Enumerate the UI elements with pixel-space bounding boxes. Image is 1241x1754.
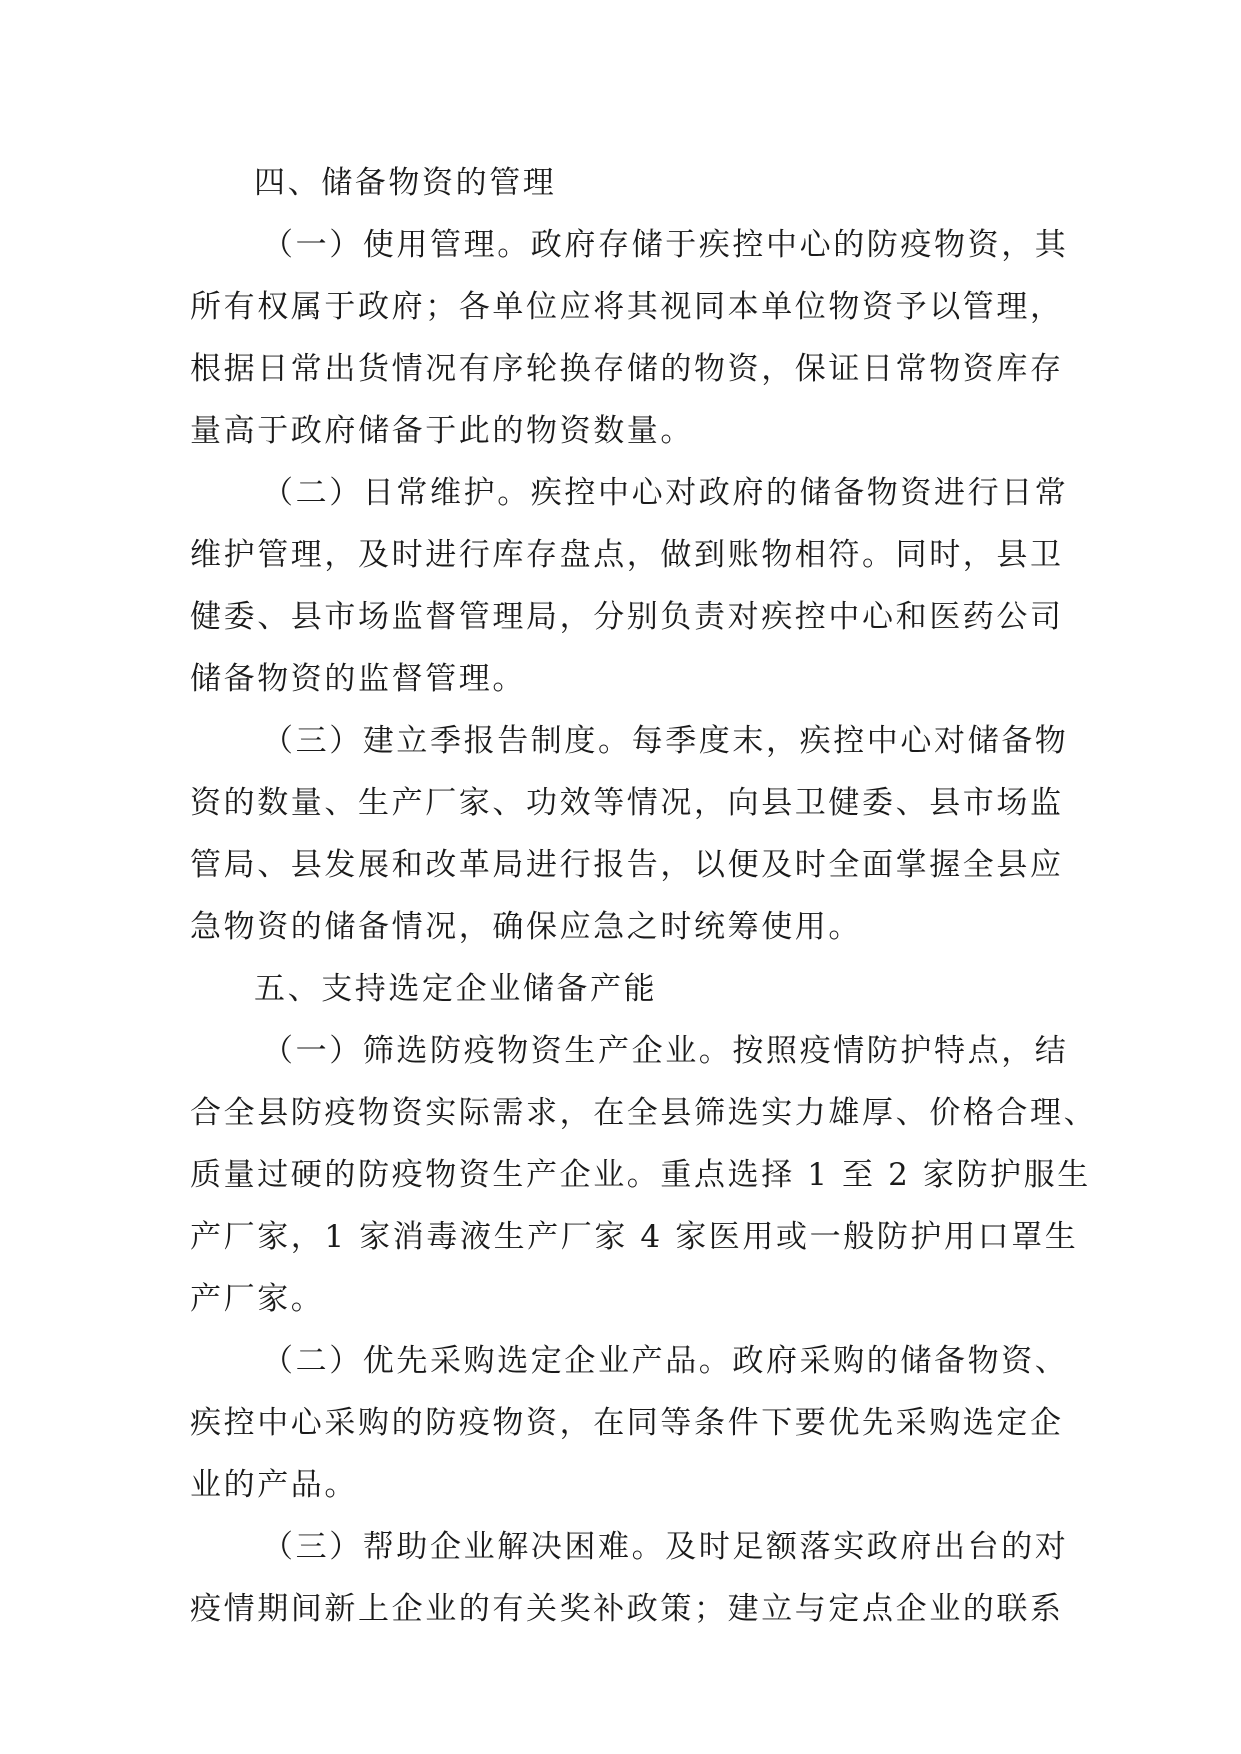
paragraph-line: 所有权属于政府；各单位应将其视同本单位物资予以管理，: [190, 289, 1064, 325]
paragraph-line: 管局、县发展和改革局进行报告，以便及时全面掌握全县应: [190, 847, 1064, 883]
paragraph-line: 储备物资的监督管理。: [190, 661, 526, 697]
paragraph-line: （一）使用管理。政府存储于疾控中心的防疫物资，其: [262, 227, 1069, 263]
paragraph-line: 疫情期间新上企业的有关奖补政策；建立与定点企业的联系: [190, 1591, 1064, 1627]
paragraph-line: 合全县防疫物资实际需求，在全县筛选实力雄厚、价格合理、: [190, 1095, 1098, 1131]
paragraph-line: （二）日常维护。疾控中心对政府的储备物资进行日常: [262, 475, 1069, 511]
paragraph-line: 维护管理，及时进行库存盘点，做到账物相符。同时，县卫: [190, 537, 1064, 573]
paragraph-line: （三）建立季报告制度。每季度末，疾控中心对储备物: [262, 723, 1069, 759]
paragraph-line: 急物资的储备情况，确保应急之时统筹使用。: [190, 909, 862, 945]
paragraph-line: 产厂家。: [190, 1281, 325, 1317]
paragraph-line: （三）帮助企业解决困难。及时足额落实政府出台的对: [262, 1529, 1069, 1565]
document-body: [190, 152, 1098, 1640]
paragraph-line: 产厂家，1 家消毒液生产厂家 4 家医用或一般防护用口罩生: [190, 1219, 1079, 1255]
paragraph-line: （二）优先采购选定企业产品。政府采购的储备物资、: [262, 1343, 1069, 1379]
paragraph-line: 疾控中心采购的防疫物资，在同等条件下要优先采购选定企: [190, 1405, 1064, 1441]
paragraph-line: 资的数量、生产厂家、功效等情况，向县卫健委、县市场监: [190, 785, 1064, 821]
paragraph-line: 根据日常出货情况有序轮换存储的物资，保证日常物资库存: [190, 351, 1064, 387]
paragraph-line: 量高于政府储备于此的物资数量。: [190, 413, 694, 449]
paragraph-line: （一）筛选防疫物资生产企业。按照疫情防护特点，结: [262, 1033, 1069, 1069]
paragraph-line: 健委、县市场监督管理局，分别负责对疾控中心和医药公司: [190, 599, 1064, 635]
section-heading-five: 五、支持选定企业储备产能: [254, 971, 658, 1007]
paragraph-line: 质量过硬的防疫物资生产企业。重点选择 1 至 2 家防护服生: [190, 1157, 1091, 1193]
paragraph-line: 业的产品。: [190, 1467, 358, 1503]
section-heading-four: 四、储备物资的管理: [254, 165, 557, 201]
